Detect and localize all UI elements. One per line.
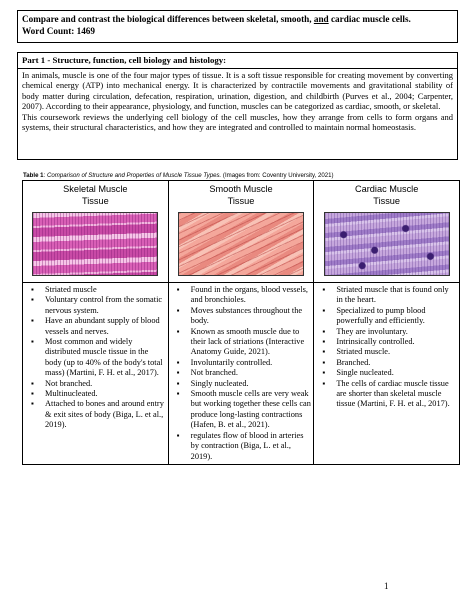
comparison-table [22, 180, 460, 465]
list-item: ▪ Most common and widely distributed muscle tissue in the body (up to 40% of the body's total mass) (Martini, F. H. et al., 2017). [45, 337, 166, 379]
part1-paragraph-2: This coursework reviews the underlying cell biology of the cell muscles, how they arrange from cells to form organs and systems, their structural characteristics, and how they are integrated and controlled to maintain normal homeostasis. [22, 111, 453, 133]
list-item: ▪ Involuntarily controlled. [191, 358, 312, 368]
cardiac-header-cell [314, 181, 460, 283]
list-item: ▪ regulates flow of blood in arteries by contraction (Biga, L. et al., 2019). [191, 431, 312, 462]
part1-paragraph-1: In animals, muscle is one of the four major types of tissue. It is a soft tissue responsible for creating movement by converting chemical energy (ATP) into mechanical energy. It is characterized by contractile movements and gravitational stability of body matter during circulation, defecation, respiration, urination, digestion, and childbirth (Purves et al., 2004; Carpenter, 2007). According to their appearance, physiology, and function, muscles can be categorized as cardiac, smooth, or skeletal. [22, 70, 453, 112]
list-item: ▪ Found in the organs, blood vessels, and bronchioles. [191, 285, 312, 306]
cardiac-heading [314, 181, 459, 209]
document-title [22, 13, 453, 25]
list-item: ▪ Multinucleated. [45, 389, 166, 399]
word-count: Word Count: 1469 [22, 26, 95, 36]
part1-body [18, 69, 457, 133]
skeletal-facts-cell [23, 283, 169, 465]
list-item: ▪ They are involuntary. [336, 327, 457, 337]
smooth-facts-cell [168, 283, 314, 465]
cardiac-tissue-image [324, 212, 450, 276]
smooth-tissue-image [178, 212, 304, 276]
list-item: ▪ Specialized to pump blood powerfully and efficiently. [336, 306, 457, 327]
list-item: ▪ Striated muscle that is found only in the heart. [336, 285, 457, 306]
list-item: ▪ Have an abundant supply of blood vessels and nerves. [45, 316, 166, 337]
list-item: ▪ Known as smooth muscle due to their lack of striations (Interactive Anatomy Guide, 2021). [191, 327, 312, 358]
table-header-row [23, 181, 460, 283]
caption-label: Table 1 [23, 172, 44, 179]
cardiac-heading-line2: Tissue [373, 196, 401, 206]
list-item: ▪ Branched. [336, 358, 457, 368]
list-item: ▪ Striated muscle [45, 285, 166, 295]
cardiac-heading-line1: Cardiac Muscle [355, 184, 419, 194]
cardiac-facts-cell [314, 283, 460, 465]
list-item: ▪ Single nucleated. [336, 368, 457, 378]
cardiac-facts-list [314, 283, 459, 412]
smooth-heading [169, 181, 314, 209]
list-item: ▪ Intrinsically controlled. [336, 337, 457, 347]
page-number: 1 [384, 581, 389, 591]
smooth-heading-line2: Tissue [227, 196, 255, 206]
skeletal-facts-list [23, 283, 168, 433]
title-text-and: and [313, 14, 329, 24]
part1-box [17, 52, 458, 160]
list-item: ▪ Smooth muscle cells are very weak but working together these cells can produce long-lasting contractions (Hafen, B. et al., 2021). [191, 389, 312, 431]
smooth-facts-list [169, 283, 314, 464]
list-item: ▪ Moves substances throughout the body. [191, 306, 312, 327]
skeletal-heading-line1: Skeletal Muscle [63, 184, 128, 194]
table-caption [23, 171, 463, 180]
list-item: ▪ Not branched. [191, 368, 312, 378]
list-item: ▪ Striated muscle. [336, 347, 457, 357]
caption-source: (Images from: Coventry University, 2021) [221, 172, 334, 179]
title-box [17, 10, 458, 43]
list-item: ▪ Voluntary control from the somatic nervous system. [45, 295, 166, 316]
skeletal-header-cell [23, 181, 169, 283]
table-body-row [23, 283, 460, 465]
title-text-1: Compare and contrast the biological differences between skeletal, smooth, [22, 14, 314, 24]
list-item: ▪ Attached to bones and around entry & exit sites of body (Biga, L. et al., 2019). [45, 399, 166, 430]
smooth-header-cell [168, 181, 314, 283]
skeletal-heading-line2: Tissue [81, 196, 109, 206]
caption-colon: : [43, 172, 46, 179]
skeletal-tissue-image [32, 212, 158, 276]
caption-description: Comparison of Structure and Properties of Muscle Tissue Types. [46, 172, 222, 179]
list-item: ▪ The cells of cardiac muscle tissue are shorter than skeletal muscle tissue (Martini, F. H. et al., 2017). [336, 379, 457, 410]
list-item: ▪ Not branched. [45, 379, 166, 389]
list-item: ▪ Singly nucleated. [191, 379, 312, 389]
title-text-2: cardiac muscle cells. [328, 14, 411, 24]
skeletal-heading [23, 181, 168, 209]
part1-heading: Part 1 - Structure, function, cell biology and histology: [22, 55, 227, 65]
smooth-heading-line1: Smooth Muscle [209, 184, 273, 194]
